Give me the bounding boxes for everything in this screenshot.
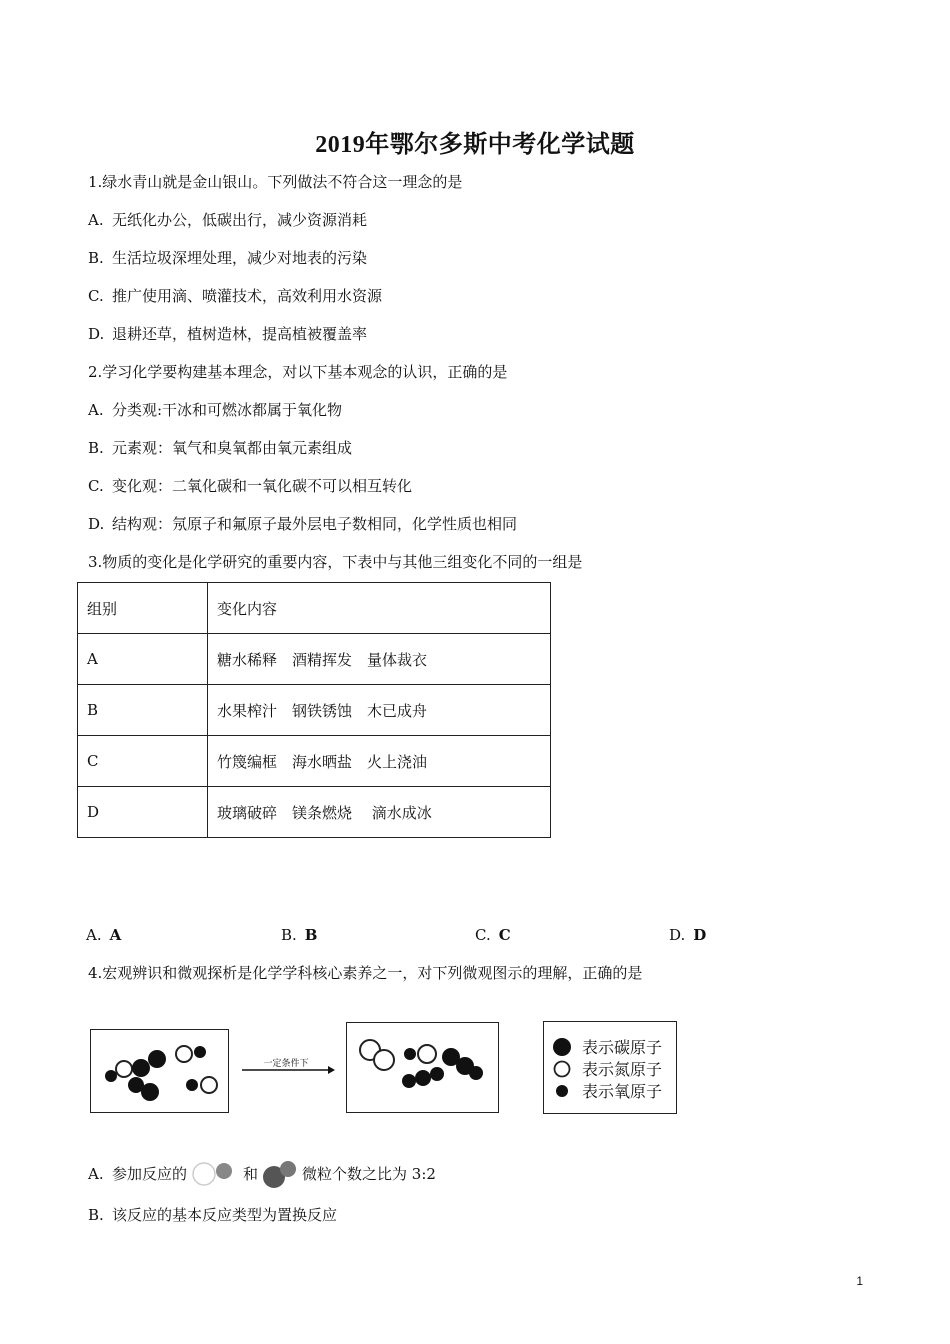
table-header-cell: 组别 [78, 583, 208, 634]
reactants-diagram [90, 1029, 229, 1113]
no-molecule-icon [191, 1161, 239, 1187]
question-4-option-a: A. 参加反应的 和 微粒个数之比为 3:2 [88, 1159, 436, 1189]
question-1-option-b: B. 生活垃圾深埋处理，减少对地表的污染 [88, 249, 368, 267]
question-3-answer-a: A. A [86, 926, 122, 944]
table-cell-content: 竹篾编框 海水晒盐 火上浇油 [208, 736, 551, 787]
legend-carbon [552, 1035, 662, 1058]
legend-nitrogen-label: 表示氮原子 [582, 1060, 663, 1079]
reaction-arrow [240, 1057, 336, 1083]
change-table [77, 582, 551, 838]
table-cell-group: D [78, 787, 208, 838]
question-3-stem: 3.物质的变化是化学研究的重要内容，下表中与其他三组变化不同的一组是 [88, 553, 583, 571]
legend-oxygen-label: 表示氧原子 [582, 1082, 663, 1101]
question-3-answer-b: B. B [281, 926, 318, 944]
table-row [78, 685, 551, 736]
question-2-option-d: D. 结构观：氖原子和氟原子最外层电子数相同，化学性质也相同 [88, 515, 518, 533]
question-4-option-b: B. 该反应的基本反应类型为置换反应 [88, 1206, 338, 1224]
question-1-stem: 1.绿水青山就是金山银山。下列做法不符合这一理念的是 [88, 173, 463, 191]
table-row [78, 736, 551, 787]
table-cell-group: C [78, 736, 208, 787]
table-header-row [78, 583, 551, 634]
table-header-cell: 变化内容 [208, 583, 551, 634]
question-1-option-a: A. 无纸化办公，低碳出行，减少资源消耗 [88, 211, 368, 229]
table-cell-content: 水果榨汁 钢铁锈蚀 木已成舟 [208, 685, 551, 736]
co-molecule-icon [260, 1159, 300, 1189]
question-1-option-d: D. 退耕还草，植树造林，提高植被覆盖率 [88, 325, 368, 343]
table-row [78, 787, 551, 838]
nitrogen-atom-icon [552, 1059, 574, 1079]
page-title: 2019年鄂尔多斯中考化学试题 [315, 132, 635, 158]
question-3-answer-d: D. D [669, 926, 707, 944]
oxygen-atom-icon [552, 1081, 574, 1101]
table-cell-group: B [78, 685, 208, 736]
question-2-stem: 2.学习化学要构建基本理念，对以下基本观念的认识，正确的是 [88, 363, 508, 381]
question-2-option-b: B. 元素观：氧气和臭氧都由氧元素组成 [88, 439, 353, 457]
reactant-molecules-graphic [91, 1030, 228, 1112]
product-molecules-graphic [347, 1023, 498, 1112]
question-1-option-c: C. 推广使用滴、喷灌技术，高效利用水资源 [88, 287, 383, 305]
question-2-option-c: C. 变化观：二氧化碳和一氧化碳不可以相互转化 [88, 477, 413, 495]
legend-carbon-label: 表示碳原子 [582, 1038, 663, 1057]
table-cell-content: 糖水稀释 酒精挥发 量体裁衣 [208, 634, 551, 685]
page-number: 1 [856, 1274, 863, 1288]
question-4-stem: 4.宏观辨识和微观探析是化学学科核心素养之一，对下列微观图示的理解，正确的是 [88, 964, 643, 982]
reaction-condition-label: 一定条件下 [263, 1059, 309, 1069]
table-row [78, 634, 551, 685]
question-3-answer-c: C. C [475, 926, 511, 944]
products-diagram [346, 1022, 499, 1113]
table-cell-group: A [78, 634, 208, 685]
question-2-option-a: A. 分类观:干冰和可燃冰都属于氧化物 [88, 401, 343, 419]
legend-nitrogen [552, 1057, 662, 1080]
table-cell-content: 玻璃破碎 镁条燃烧 滴水成冰 [208, 787, 551, 838]
carbon-atom-icon [552, 1037, 574, 1057]
legend-oxygen [552, 1079, 662, 1102]
